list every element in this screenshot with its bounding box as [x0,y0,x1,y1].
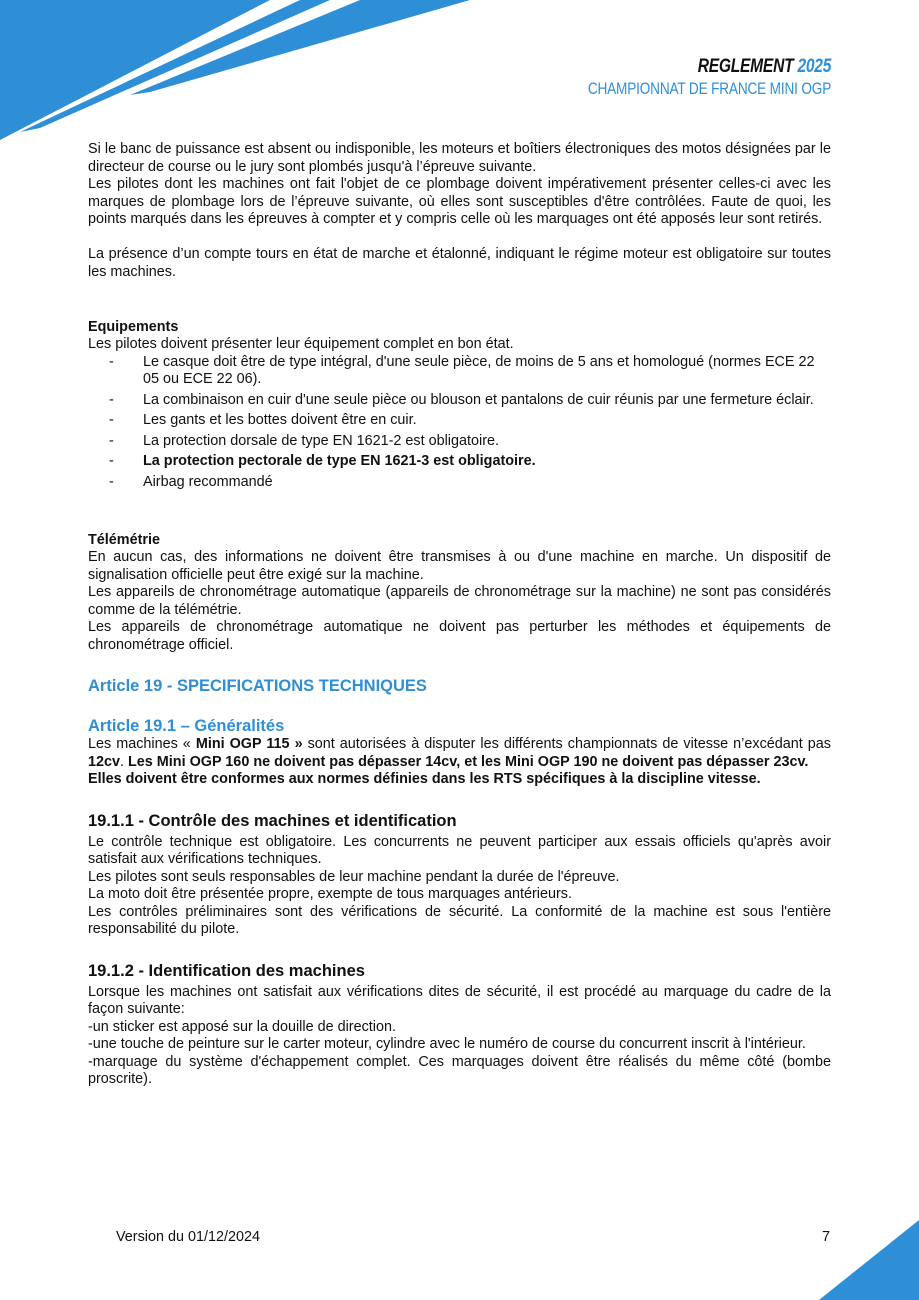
list-item-text: La combinaison en cuir d'une seule pièce ou blouson et pantalons de cuir réunis par une fermeture éclair. [143,391,814,408]
section-19-1-2-paragraph-4: -marquage du système d'échappement complet. Ces marquages doivent être réalisés du même côté (bombe proscrite). [88,1053,831,1087]
section-19-1-1-paragraph-3: La moto doit être présentée propre, exempte de tous marquages antérieurs. [88,886,572,902]
section-19-1-2-paragraph-1: Lorsque les machines ont satisfait aux vérifications dites de sécurité, il est procédé au marquage du cadre de la façon suivante: [88,983,831,1017]
list-item [88,474,831,492]
list-item-text: Le casque doit être de type intégral, d'une seule pièce, de moins de 5 ans et homologué (normes ECE 22 05 ou ECE 22 06). [143,353,815,387]
telemetrie-paragraph-3: Les appareils de chronométrage automatique ne doivent pas perturber les méthodes et équipements de chronométrage officiel. [88,619,831,653]
header-subtitle: CHAMPIONNAT DE FRANCE MINI OGP [587,79,831,98]
list-item [88,453,831,471]
section-19-1-2-paragraph-3: -une touche de peinture sur le carter moteur, cylindre avec le numéro de course du concurrent inscrit à l'intérieur. [88,1036,806,1052]
section-19-1-1-paragraph-1: Le contrôle technique est obligatoire. Les concurrents ne peuvent participer aux essais officiels qu'après avoir satisfait aux vérifications techniques. [88,833,831,867]
telemetrie-heading: Télémétrie [88,531,160,548]
document-body [88,141,831,1089]
page-number: 7 [822,1229,831,1245]
generalites-bold-paragraph: Elles doivent être conformes aux normes définies dans les RTS spécifiques à la discipline vitesse. [88,771,761,787]
list-dash: - [109,412,114,428]
list-item-text: La protection pectorale de type EN 1621-3 est obligatoire. [143,453,536,469]
list-dash: - [109,453,114,469]
equipements-heading: Equipements [88,318,179,335]
page-header [527,56,831,100]
header-title-year: 2025 [797,56,831,77]
list-item-text: La protection dorsale de type EN 1621-2 est obligatoire. [143,432,499,449]
section-19-1-1-paragraph-4: Les contrôles préliminaires sont des vérifications de sécurité. La conformité de la machine est sous l'entière responsabilité du pilote. [88,903,831,937]
generalites-text-d: 12cv [88,753,121,770]
generalites-text-c: sont autorisées à disputer les différents championnats de vitesse n’excédant pas [302,736,831,752]
corner-triangle-bottom-right [819,1220,919,1300]
section-19-1-2-heading: 19.1.2 - Identification des machines [88,961,365,980]
article-19-1-heading: Article 19.1 – Généralités [88,717,285,735]
generalites-text-e: . [120,753,129,770]
intro-paragraph-2: Les pilotes dont les machines ont fait l'objet de ce plombage doivent impérativement présenter celles-ci avec les marques de plombage lors de l’épreuve suivante, où elles sont susceptibles d'être contrôlées. Faute de quoi, les points marqués dans les épreuves à compter et y compris celle où les marquages ont été apposés leur sont retirés. [88,176,831,227]
list-item [88,392,831,410]
section-19-1-2-paragraph-2: -un sticker est apposé sur la douille de direction. [88,1018,396,1035]
telemetrie-paragraph-1: En aucun cas, des informations ne doivent être transmises à ou d'une machine en marche. Un dispositif de signalisation officielle peut être exigé sur la machine. [88,549,831,583]
section-19-1-1-paragraph-2: Les pilotes sont seuls responsables de leur machine pendant la durée de l'épreuve. [88,868,620,885]
generalites-paragraph [88,736,831,771]
section-19-1-1-heading: 19.1.1 - Contrôle des machines et identification [88,811,457,830]
intro-paragraph-1: Si le banc de puissance est absent ou indisponible, les moteurs et boîtiers électroniques des motos désignées par le directeur de course ou le jury sont plombés jusqu'à l’épreuve suivante. [88,141,831,175]
list-item [88,354,831,389]
list-item-text: Les gants et les bottes doivent être en cuir. [143,412,417,428]
list-dash: - [109,432,114,449]
header-title-word: REGLEMENT [697,56,794,77]
intro-paragraph-3: La présence d’un compte tours en état de marche et étalonné, indiquant le régime moteur est obligatoire sur toutes les machines. [88,246,831,280]
generalites-text-a: Les machines « [88,736,196,752]
corner-swoosh-top-left [0,0,480,145]
generalites-text-b: Mini OGP 115 » [195,736,303,752]
article-19-heading: Article 19 - SPECIFICATIONS TECHNIQUES [88,677,427,695]
list-dash: - [109,353,114,370]
footer-version: Version du 01/12/2024 [116,1229,261,1245]
list-dash: - [109,391,114,408]
telemetrie-paragraph-2: Les appareils de chronométrage automatique (appareils de chronométrage sur la machine) ne sont pas considérés comme de la télémétrie. [88,584,831,618]
list-dash: - [109,473,114,490]
header-title [582,56,831,78]
list-item [88,412,831,430]
list-item-text: Airbag recommandé [143,473,273,490]
list-item [88,433,831,451]
generalites-text-f: Les Mini OGP 160 ne doivent pas dépasser 14cv, et les Mini OGP 190 ne doivent pas dépasser 23cv. [128,753,809,770]
equipements-list [88,354,831,492]
equipements-lead: Les pilotes doivent présenter leur équipement complet en bon état. [88,336,514,352]
